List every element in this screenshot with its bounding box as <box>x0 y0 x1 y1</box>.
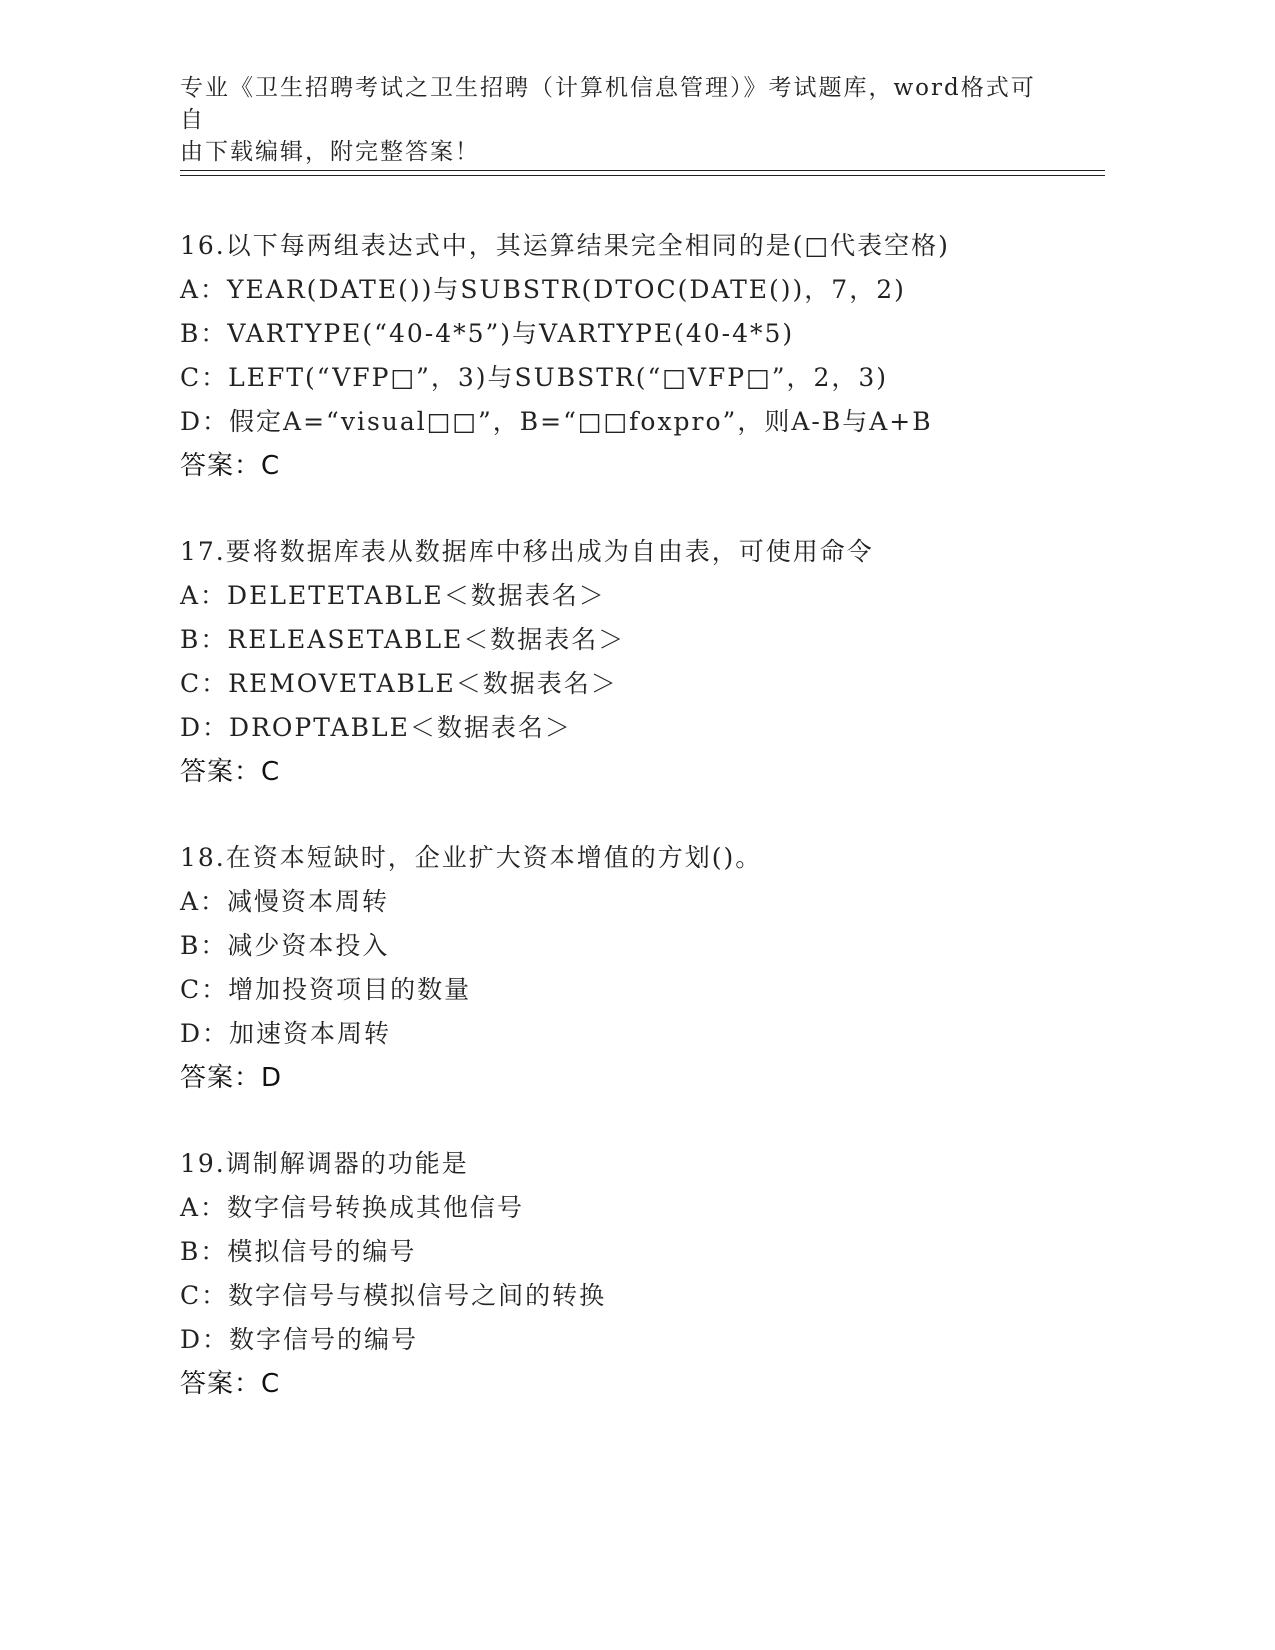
question-stem: 17.要将数据库表从数据库中移出成为自由表，可使用命令 <box>180 537 874 566</box>
document-header <box>180 72 1060 168</box>
option-c: C：LEFT(“VFP□”，3)与SUBSTR(“□VFP□”，2，3) <box>180 363 889 392</box>
option-c: C：增加投资项目的数量 <box>180 975 472 1004</box>
answer-line: 答案：C <box>180 757 281 787</box>
option-d: D：数字信号的编号 <box>180 1325 419 1354</box>
option-a: A：DELETETABLE＜数据表名＞ <box>180 581 606 610</box>
answer-line: 答案：C <box>180 451 281 481</box>
question-16 <box>180 224 1120 488</box>
answer-line: 答案：C <box>180 1369 281 1399</box>
option-a: A：YEAR(DATE())与SUBSTR(DTOC(DATE())，7，2) <box>180 275 906 304</box>
question-list <box>180 224 1120 1448</box>
header-divider-bottom <box>180 175 1105 176</box>
option-d: D：假定A=“visual□□”，B=“□□foxpro”，则A-B与A+B <box>180 407 933 436</box>
option-b: B：模拟信号的编号 <box>180 1237 417 1266</box>
question-stem: 16.以下每两组表达式中，其运算结果完全相同的是(□代表空格) <box>180 231 950 260</box>
option-b: B：RELEASETABLE＜数据表名＞ <box>180 625 626 654</box>
option-b: B：VARTYPE(“40-4*5”)与VARTYPE(40-4*5) <box>180 319 795 348</box>
option-b: B：减少资本投入 <box>180 931 390 960</box>
answer-line: 答案：D <box>180 1063 283 1093</box>
question-18 <box>180 836 1120 1100</box>
header-divider-top <box>180 170 1105 171</box>
header-line-2: 由下载编辑，附完整答案！ <box>180 139 480 165</box>
question-17 <box>180 530 1120 794</box>
question-19 <box>180 1142 1120 1406</box>
question-stem: 19.调制解调器的功能是 <box>180 1149 469 1178</box>
question-stem: 18.在资本短缺时，企业扩大资本增值的方划()。 <box>180 843 763 872</box>
option-c: C：数字信号与模拟信号之间的转换 <box>180 1281 607 1310</box>
option-d: D：加速资本周转 <box>180 1019 392 1048</box>
option-a: A：减慢资本周转 <box>180 887 390 916</box>
option-a: A：数字信号转换成其他信号 <box>180 1193 525 1222</box>
option-c: C：REMOVETABLE＜数据表名＞ <box>180 669 618 698</box>
option-d: D：DROPTABLE＜数据表名＞ <box>180 713 572 742</box>
header-line-1: 专业《卫生招聘考试之卫生招聘（计算机信息管理）》考试题库，word格式可自 <box>180 75 1036 133</box>
